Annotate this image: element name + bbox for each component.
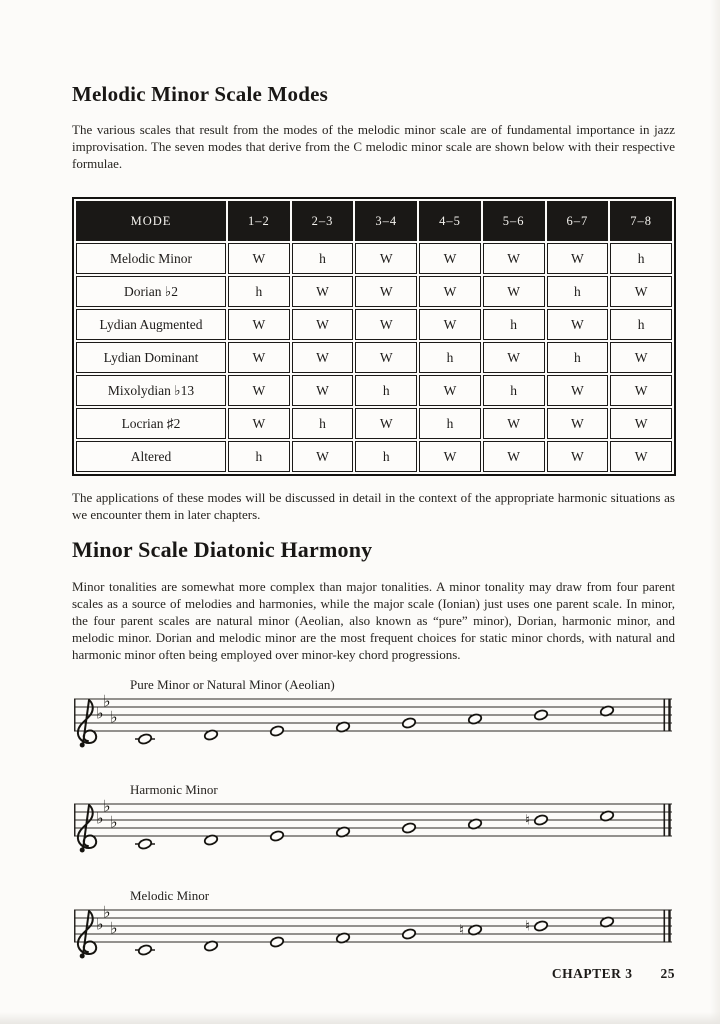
key-signature-flat-icon: ♭ xyxy=(96,808,104,828)
natural-sign-icon: ♮ xyxy=(525,812,531,829)
interval-cell: W xyxy=(483,276,545,307)
whole-note xyxy=(270,936,285,948)
mode-table-body xyxy=(76,243,672,472)
page-number: 25 xyxy=(660,966,675,981)
whole-note xyxy=(270,830,285,842)
interval-cell: W xyxy=(228,342,290,373)
key-signature-flat-icon: ♭ xyxy=(110,812,118,832)
interval-cell: W xyxy=(547,408,609,439)
whole-note xyxy=(534,709,549,721)
mode-name-cell: Dorian ♭2 xyxy=(76,276,226,307)
interval-cell: W xyxy=(292,441,354,472)
mode-table-header-cell: 7–8 xyxy=(610,201,672,241)
interval-cell: h xyxy=(483,309,545,340)
interval-cell: W xyxy=(610,408,672,439)
modes-applications-paragraph: The applications of these modes will be discussed in detail in the context of the appropriate harmonic situations as we encounter them in later chapters. xyxy=(72,490,675,522)
mode-table-header-cell: 2–3 xyxy=(292,201,354,241)
interval-cell: W xyxy=(419,375,481,406)
interval-cell: h xyxy=(292,243,354,274)
interval-cell: W xyxy=(547,441,609,472)
key-signature-flat-icon: ♭ xyxy=(110,707,118,727)
whole-note xyxy=(138,733,153,745)
whole-note xyxy=(402,717,417,729)
mode-table-header-row xyxy=(76,201,672,241)
final-barline xyxy=(664,804,666,837)
interval-cell: W xyxy=(419,441,481,472)
interval-cell: h xyxy=(419,408,481,439)
interval-cell: W xyxy=(483,342,545,373)
interval-cell: W xyxy=(547,309,609,340)
section-heading-minor-scale-diatonic-harmony: Minor Scale Diatonic Harmony xyxy=(72,537,373,562)
interval-cell: h xyxy=(610,309,672,340)
interval-cell: h xyxy=(419,342,481,373)
interval-cell: W xyxy=(610,375,672,406)
mode-name-cell: Altered xyxy=(76,441,226,472)
interval-cell: W xyxy=(292,375,354,406)
mode-name-cell: Locrian ♯2 xyxy=(76,408,226,439)
interval-cell: W xyxy=(228,243,290,274)
staff-label-melodic-minor: Melodic Minor xyxy=(130,888,210,903)
key-signature-flat-icon: ♭ xyxy=(110,918,118,938)
mode-table-row xyxy=(76,243,672,274)
interval-cell: W xyxy=(292,276,354,307)
whole-note xyxy=(270,725,285,737)
interval-cell: W xyxy=(547,375,609,406)
key-signature-flat-icon: ♭ xyxy=(103,691,111,711)
mode-table-row xyxy=(76,276,672,307)
whole-note xyxy=(402,928,417,940)
mode-table-row xyxy=(76,309,672,340)
whole-note xyxy=(138,838,153,850)
interval-cell: h xyxy=(355,375,417,406)
interval-cell: h xyxy=(483,375,545,406)
page-bottom-shadow xyxy=(0,1012,720,1024)
interval-cell: W xyxy=(483,441,545,472)
chapter-label: CHAPTER 3 xyxy=(551,966,633,981)
final-barline xyxy=(668,699,670,732)
final-barline xyxy=(664,699,666,732)
interval-cell: W xyxy=(483,243,545,274)
interval-cell: W xyxy=(355,309,417,340)
begin-barline xyxy=(74,699,76,732)
mode-table-row xyxy=(76,342,672,373)
mode-interval-table xyxy=(72,197,676,476)
interval-cell: h xyxy=(228,441,290,472)
natural-sign-icon: ♮ xyxy=(525,918,531,935)
interval-cell: W xyxy=(355,276,417,307)
mode-table-header-cell: 4–5 xyxy=(419,201,481,241)
interval-cell: h xyxy=(547,276,609,307)
mode-table-row xyxy=(76,408,672,439)
final-barline xyxy=(668,910,670,943)
interval-cell: h xyxy=(292,408,354,439)
mode-table-row xyxy=(76,441,672,472)
natural-sign-icon: ♮ xyxy=(459,922,465,939)
interval-cell: W xyxy=(610,441,672,472)
mode-table-header-cell: MODE xyxy=(76,201,226,241)
minor-tonalities-paragraph: Minor tonalities are somewhat more complex than major tonalities. A minor tonality may draw from four parent scales as a source of melodies and harmonies, while the major scale (Ionian) just uses one parent scale. In minor, the four parent scales are natural minor (Aeolian, also known as “pure” minor), Dorian, harmonic minor, and melodic minor. Dorian and melodic minor are the most frequent choices for static minor chords, with natural and harmonic minor often being employed over minor-key chord progressions. xyxy=(72,579,675,662)
mode-table-header-cell: 3–4 xyxy=(355,201,417,241)
interval-cell: W xyxy=(355,342,417,373)
staff-label-harmonic-minor: Harmonic Minor xyxy=(130,782,218,797)
key-signature-flat-icon: ♭ xyxy=(103,902,111,922)
interval-cell: W xyxy=(228,309,290,340)
key-signature-flat-icon: ♭ xyxy=(96,914,104,934)
interval-cell: W xyxy=(610,276,672,307)
music-staff-melodic-minor xyxy=(66,902,678,967)
interval-cell: h xyxy=(610,243,672,274)
interval-cell: W xyxy=(419,309,481,340)
interval-cell: h xyxy=(228,276,290,307)
interval-cell: W xyxy=(355,243,417,274)
music-staff-harmonic-minor xyxy=(66,796,678,861)
music-staff-pure-minor xyxy=(66,691,678,756)
interval-cell: W xyxy=(547,243,609,274)
staff-harmonic-minor xyxy=(66,782,678,861)
staff-pure-minor xyxy=(66,677,678,756)
key-signature-flat-icon: ♭ xyxy=(103,796,111,816)
mode-name-cell: Melodic Minor xyxy=(76,243,226,274)
mode-table-header-cell: 1–2 xyxy=(228,201,290,241)
page-right-shadow xyxy=(710,0,720,1024)
interval-cell: W xyxy=(355,408,417,439)
whole-note xyxy=(138,944,153,956)
interval-cell: W xyxy=(228,375,290,406)
mode-table-header xyxy=(76,201,672,241)
mode-table-row xyxy=(76,375,672,406)
interval-cell: W xyxy=(292,342,354,373)
page-footer xyxy=(72,966,675,982)
mode-table-header-cell: 5–6 xyxy=(483,201,545,241)
interval-cell: W xyxy=(292,309,354,340)
interval-cell: W xyxy=(419,276,481,307)
mode-name-cell: Lydian Dominant xyxy=(76,342,226,373)
mode-name-cell: Lydian Augmented xyxy=(76,309,226,340)
final-barline xyxy=(664,910,666,943)
whole-note xyxy=(402,822,417,834)
whole-note xyxy=(534,920,549,932)
key-signature-flat-icon: ♭ xyxy=(96,703,104,723)
mode-table-header-cell: 6–7 xyxy=(547,201,609,241)
interval-cell: W xyxy=(419,243,481,274)
staff-label-pure-minor: Pure Minor or Natural Minor (Aeolian) xyxy=(130,677,335,692)
whole-note xyxy=(534,814,549,826)
staff-melodic-minor xyxy=(66,888,678,967)
melodic-minor-intro-paragraph: The various scales that result from the modes of the melodic minor scale are of fundamental importance in jazz improvisation. The seven modes that derive from the C melodic minor scale are shown below with their respective formulae. xyxy=(72,122,675,171)
final-barline xyxy=(668,804,670,837)
interval-cell: h xyxy=(547,342,609,373)
interval-cell: h xyxy=(355,441,417,472)
interval-cell: W xyxy=(483,408,545,439)
interval-cell: W xyxy=(610,342,672,373)
interval-cell: W xyxy=(228,408,290,439)
mode-name-cell: Mixolydian ♭13 xyxy=(76,375,226,406)
begin-barline xyxy=(74,910,76,943)
begin-barline xyxy=(74,804,76,837)
section-heading-melodic-minor-scale-modes: Melodic Minor Scale Modes xyxy=(72,82,328,106)
